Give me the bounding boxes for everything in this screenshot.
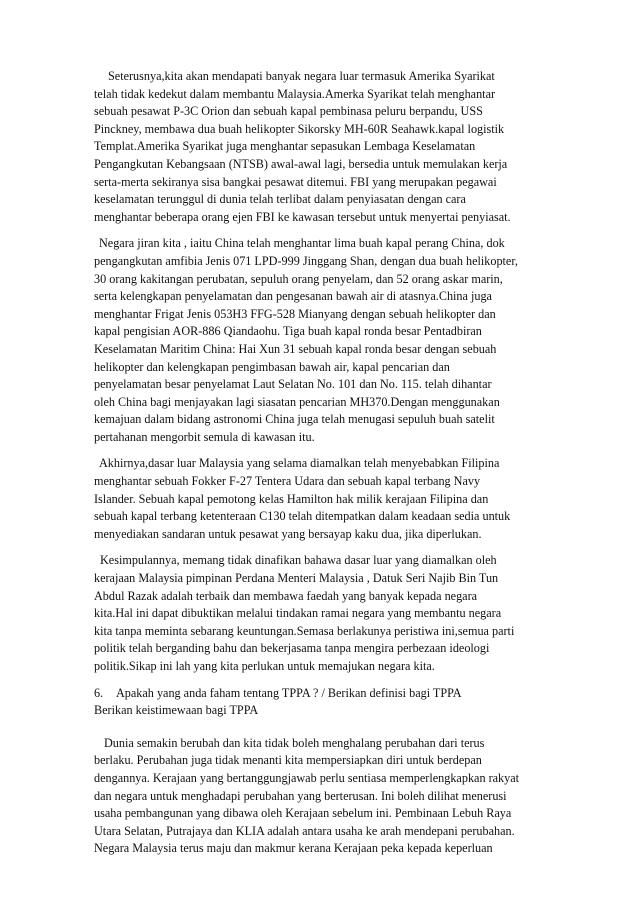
text-line: kemajuan dalam bidang astronomi China juga telah menugasi sepuluh buah satelit [94,412,495,427]
text-line: 30 orang kakitangan perubatan, sepuluh orang penyelam, dan 52 orang askar marin, [94,271,503,286]
text-line: berlaku. Perubahan juga tidak menanti kita mempersiapkan diri untuk berdepan [94,753,482,768]
text-line: politik.Sikap ini lah yang kita perlukan untuk memajukan negara kita. [94,659,435,673]
text-line: penyelamatan besar penyelamat Laut Selatan No. 101 dan No. 115. telah dihantar [94,377,492,392]
paragraph-philippines-assistance [94,455,558,543]
text-line: menghantar Frigat Jenis 053H3 FFG-528 Mianyang dengan sebuah helikopter dan [94,306,496,321]
text-line: dan negara untuk menghadapi perubahan yang berterusan. Ini boleh dilihat menerusi [94,788,507,803]
text-line: kita.Hal ini dapat dibuktikan melalui tindakan ramai negara yang membantu negara [94,606,502,621]
text-line: Keselamatan Maritim China: Hai Xun 31 sebuah kapal ronda besar dengan sebuah [94,341,497,356]
text-line: pengangkutan amfibia Jenis 071 LPD-999 Jinggang Shan, dengan dua buah helikopter, [94,253,518,268]
paragraph-us-assistance [94,68,558,226]
paragraph-tppa-answer [94,735,558,858]
text-line: sebuah kapal terbang ketenteraan C130 telah ditempatkan dalam keadaan sedia untuk [94,509,511,524]
question-text: Apakah yang anda faham tentang TPPA ? / Berikan definisi bagi TPPA [116,685,462,700]
text-line: sebuah pesawat P-3C Orion dan sebuah kapal pembinasa peluru berpandu, USS [94,104,483,119]
text-line: kerajaan Malaysia pimpinan Perdana Menteri Malaysia , Datuk Seri Najib Bin Tun [94,571,499,586]
text-line: menghantar sebuah Fokker F-27 Tentera Udara dan sebuah kapal terbang Navy [94,474,481,489]
text-line: Dunia semakin berubah dan kita tidak boleh menghalang perubahan dari terus [104,735,485,750]
text-line: kapal pengisian AOR-886 Qiandaohu. Tiga buah kapal ronda besar Pentadbiran [94,324,482,339]
paragraph-conclusion [94,552,558,675]
text-line: oleh China bagi menjayakan lagi siasatan pencarian MH370.Dengan menggunakan [94,394,500,409]
text-line: dengannya. Kerajaan yang bertanggungjawab perlu sentiasa memperlengkapkan rakyat [94,770,520,785]
text-line: Pengangkutan Kebangsaan (NTSB) awal-awal lagi, bersedia untuk memulakan kerja [94,156,508,171]
text-line: usaha pembangunan yang dibawa oleh Kerajaan sebelum ini. Pembinaan Lebuh Raya [94,806,512,821]
text-line: Akhirnya,dasar luar Malaysia yang selama diamalkan telah menyebabkan Filipina [99,456,500,471]
text-line: Seterusnya,kita akan mendapati banyak negara luar termasuk Amerika Syarikat [108,69,495,83]
text-line: kita tanpa meminta sebarang keuntungan.Semasa berlakunya peristiwa ini,semua parti [94,623,515,638]
text-line: keselamatan terunggul di dunia telah terlibat dalam penyiasatan dengan cara [94,192,466,207]
text-line: Kesimpulannya, memang tidak dinafikan bahawa dasar luar yang diamalkan oleh [100,553,497,568]
paragraph-china-assistance [94,235,558,446]
text-line: Pinckney, membawa dua buah helikopter Sikorsky MH-60R Seahawk.kapal logistik [94,121,505,136]
text-line: menghantar beberapa orang ejen FBI ke kawasan tersebut untuk menyertai penyiasat. [94,209,511,224]
text-line: telah tidak kedekut dalam membantu Malaysia.Amerka Syarikat telah menghantar [94,86,496,101]
text-line: helikopter dan kelengkapan pengimbasan bawah air, kapal pencarian dan [94,359,450,374]
question-line [94,685,558,703]
text-line: Templat.Amerika Syarikat juga menghantar sepasukan Lembaga Keselamatan [94,139,476,154]
question-subline: Berikan keistimewaan bagi TPPA [94,703,259,718]
text-line: pertahanan mengorbit semula di kawasan itu. [94,429,315,444]
text-line: Islander. Sebuah kapal pemotong kelas Hamilton hak milik kerajaan Filipina dan [94,491,489,506]
question-number: 6. [94,685,104,700]
text-line: politik telah berganding bahu dan bekerjasama tanpa mengira perbezaan ideologi [94,641,490,656]
text-line: Abdul Razak adalah terbaik dan membawa faedah yang banyak kepada negara [94,588,478,603]
text-line: Negara jiran kita , iaitu China telah menghantar lima buah kapal perang China, dok [99,236,505,251]
text-line: menyediakan sandaran untuk pesawat yang bersayap kaku dua, jika diperlukan. [94,526,482,541]
text-line: Negara Malaysia terus maju dan makmur kerana Kerajaan peka kepada keperluan [94,841,493,856]
text-line: serta-merta sekiranya sisa bangkai pesawat ditemui. FBI yang merupakan pegawai [94,174,497,189]
question-6 [94,685,558,720]
text-line: serta kelengkapan penyelamatan dan pengesanan bawah air di atasnya.China juga [94,289,492,304]
text-line: Utara Selatan, Putrajaya dan KLIA adalah antara usaha ke arah mendepani perubahan. [94,823,515,838]
